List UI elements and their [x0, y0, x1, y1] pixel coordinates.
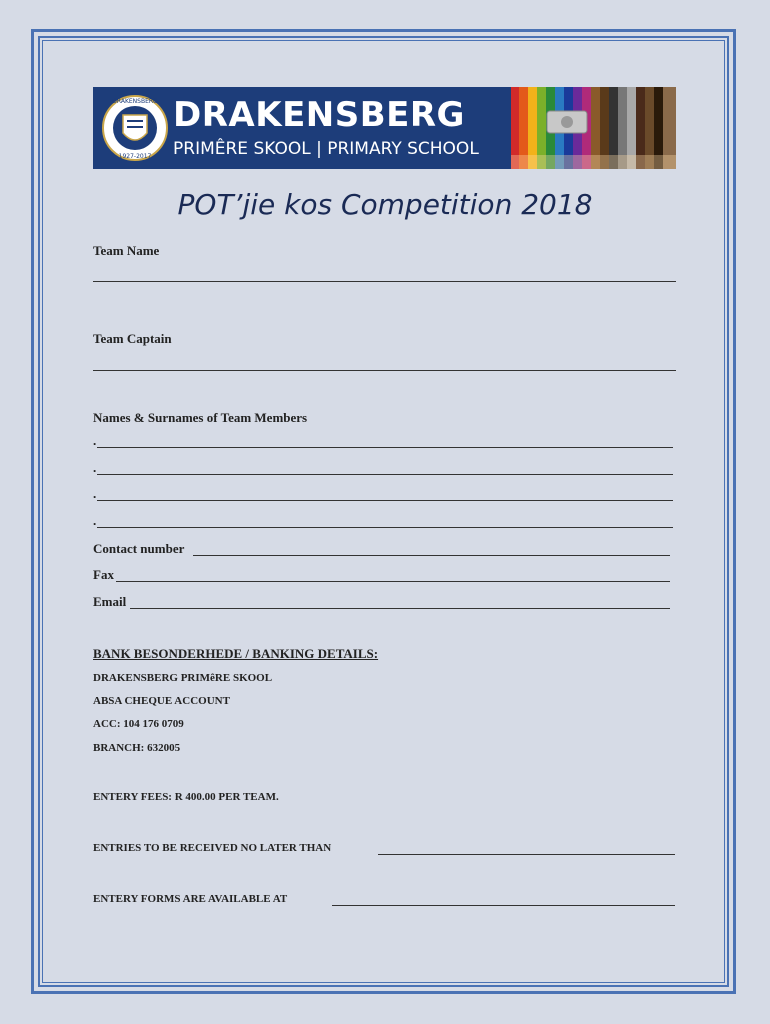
member-bullet-1: .: [93, 433, 97, 448]
member-field-4[interactable]: [97, 527, 673, 528]
contact-number-field[interactable]: [193, 555, 670, 556]
banner-subtitle: PRIMÊRE SKOOL | PRIMARY SCHOOL: [173, 139, 479, 159]
bank-branch-code: BRANCH: 632005: [93, 742, 181, 754]
member-field-2[interactable]: [97, 474, 673, 475]
contact-number-label: Contact number: [93, 541, 185, 556]
member-bullet-3: .: [93, 486, 97, 501]
fax-field[interactable]: [116, 581, 670, 582]
bank-account-number: ACC: 104 176 0709: [93, 718, 184, 730]
member-field-1[interactable]: [97, 447, 673, 448]
svg-text:1927-2017: 1927-2017: [118, 153, 152, 160]
bank-account-type: ABSA CHEQUE ACCOUNT: [93, 695, 230, 707]
team-captain-field[interactable]: [93, 370, 676, 371]
team-name-label: Team Name: [93, 243, 160, 258]
forms-available-field[interactable]: [332, 905, 675, 906]
school-banner: [93, 87, 676, 169]
entry-deadline-label: ENTRIES TO BE RECEIVED NO LATER THAN: [93, 842, 332, 854]
entry-deadline-field[interactable]: [378, 854, 675, 855]
form-title: POT’jie kos Competition 2018: [177, 188, 593, 221]
bank-details-heading: BANK BESONDERHEDE / BANKING DETAILS:: [93, 646, 379, 661]
entry-fees-note: ENTERY FEES: R 400.00 PER TEAM.: [93, 791, 279, 803]
svg-text:DRAKENSBERG: DRAKENSBERG: [112, 98, 158, 105]
member-field-3[interactable]: [97, 500, 673, 501]
school-crest-logo: [101, 93, 169, 163]
email-field[interactable]: [130, 608, 670, 609]
forms-available-label: ENTERY FORMS ARE AVAILABLE AT: [93, 893, 288, 905]
member-bullet-4: .: [93, 513, 97, 528]
team-name-field[interactable]: [93, 281, 676, 282]
fax-label: Fax: [93, 567, 114, 582]
team-members-label: Names & Surnames of Team Members: [93, 410, 308, 425]
bank-school-name: DRAKENSBERG PRIMêRE SKOOL: [93, 672, 273, 684]
banner-title: DRAKENSBERG: [173, 95, 465, 135]
email-label: Email: [93, 594, 127, 609]
team-captain-label: Team Captain: [93, 331, 172, 346]
member-bullet-2: .: [93, 460, 97, 475]
pencils-graphic: [511, 87, 676, 169]
